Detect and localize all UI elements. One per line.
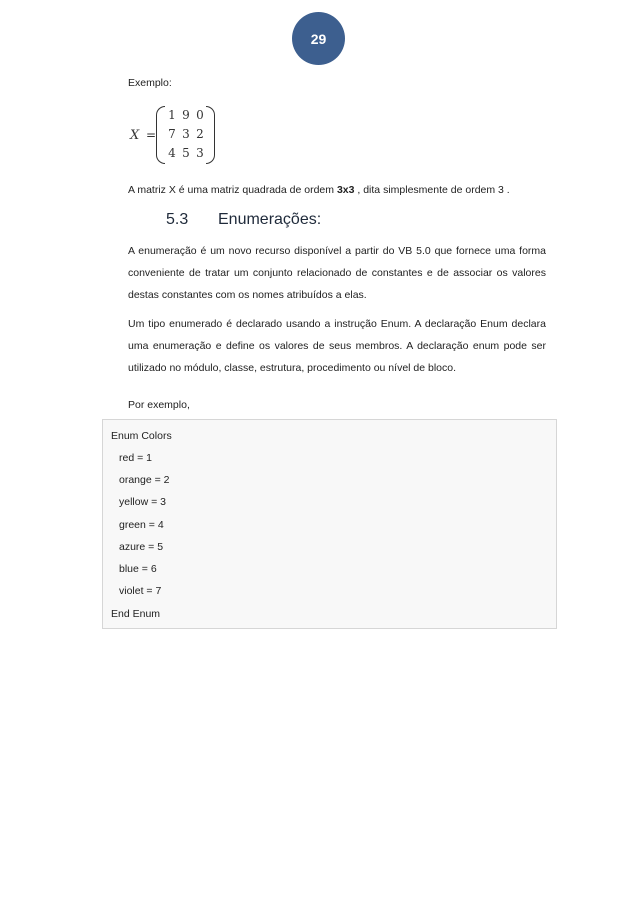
code-line: violet = 7 [119, 585, 162, 597]
sentence-post: , dita simplesmente de ordem 3 . [354, 184, 510, 196]
matrix-cell: 5 [182, 146, 190, 160]
matrix-cell: 4 [168, 146, 176, 160]
code-line: orange = 2 [119, 474, 170, 486]
matrix-cell: 9 [182, 108, 190, 122]
matrix-cell: 1 [168, 108, 176, 122]
matrix-cell: 2 [196, 127, 204, 141]
paragraph-1: A enumeração é um novo recurso disponível a partir do VB 5.0 que fornece uma forma conveniente de tratar um conjunto relacionado de constantes e de associar os valores destas constantes com os nomes atribuídos a elas. [128, 245, 546, 301]
code-block [102, 419, 557, 629]
example-label-2: Por exemplo, [128, 399, 190, 411]
section-number: 5.3 [166, 211, 189, 228]
matrix-equals: = [146, 128, 157, 142]
section-heading [166, 211, 321, 229]
matrix-cell: 3 [196, 146, 204, 160]
code-line: End Enum [111, 608, 161, 620]
matrix-variable: X [130, 128, 140, 143]
matrix-figure [130, 106, 230, 164]
sentence-bold: 3x3 [336, 184, 355, 196]
page-number-badge: 29 [292, 12, 345, 65]
matrix-cell: 7 [168, 127, 176, 141]
matrix-cell: 3 [182, 127, 190, 141]
matrix-description [128, 183, 510, 197]
code-line: blue = 6 [119, 563, 157, 575]
section-title: Enumerações: [218, 211, 322, 228]
matrix-left-paren [156, 106, 165, 164]
code-line: yellow = 3 [119, 496, 166, 508]
paragraph-2: Um tipo enumerado é declarado usando a instrução Enum. A declaração Enum declara uma enumeração e define os valores de seus membros. A declaração enum pode ser utilizado no módulo, classe, estrutura, procedimento ou nível de bloco. [128, 318, 546, 374]
sentence-pre: A matriz X é uma matriz quadrada de ordem [128, 184, 337, 196]
code-line: red = 1 [119, 452, 152, 464]
code-line: azure = 5 [119, 541, 164, 553]
code-line: green = 4 [119, 519, 164, 531]
code-line: Enum Colors [111, 430, 172, 442]
matrix-cell: 0 [196, 108, 204, 122]
example-label: Exemplo: [128, 77, 172, 89]
matrix-right-paren [206, 106, 215, 164]
